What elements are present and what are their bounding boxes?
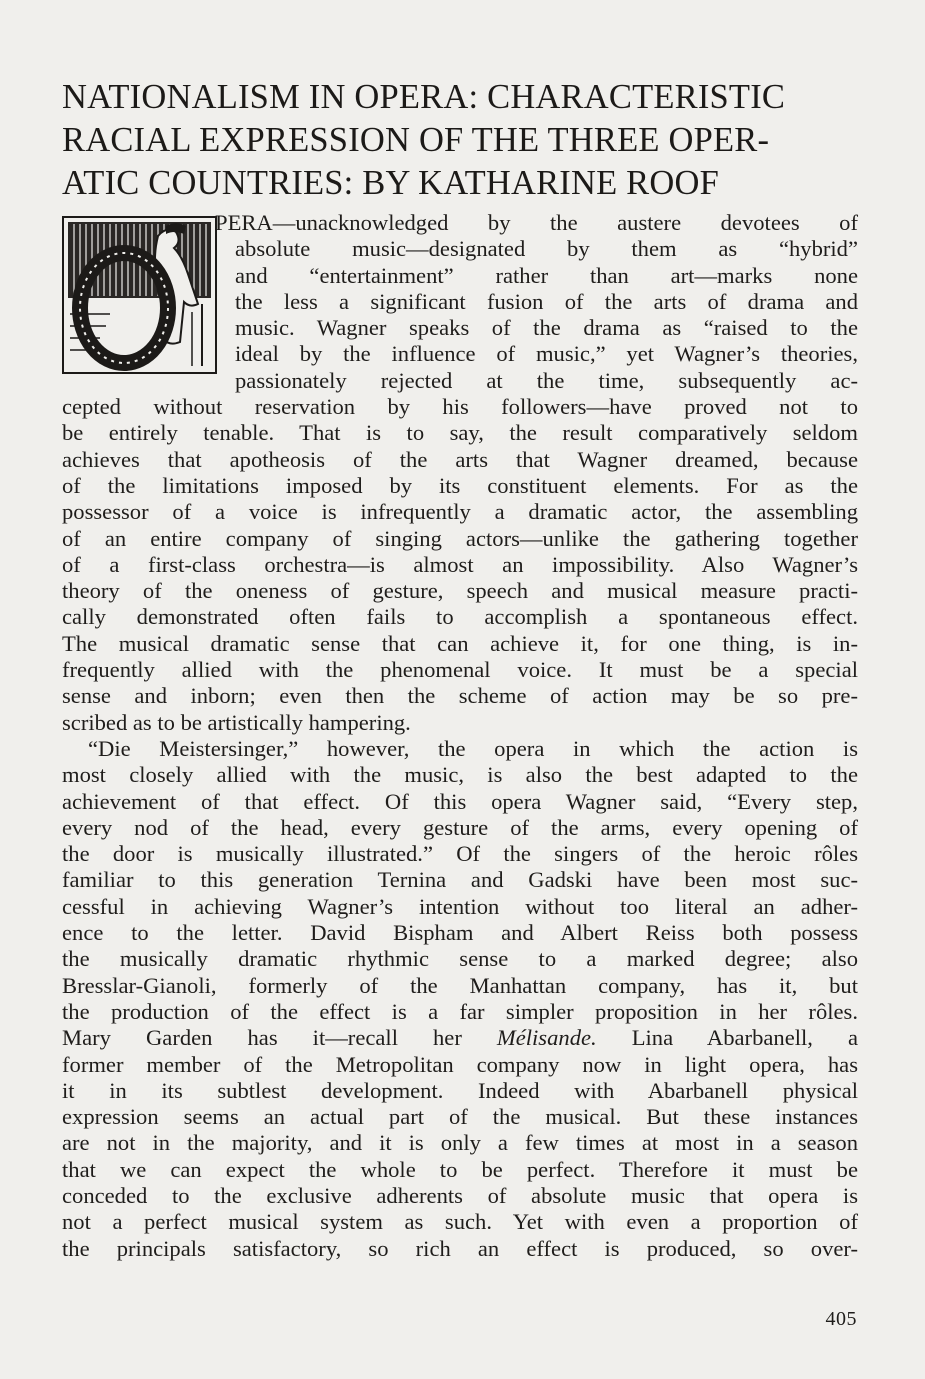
text-line: Bresslar-Gianoli, formerly of the Manhattan company, has it, but xyxy=(62,972,858,998)
page-number: 405 xyxy=(825,1308,857,1330)
text-line: theory of the oneness of gesture, speech and musical measure practi- xyxy=(62,578,858,604)
text-line: PERA—unacknowledged by the austere devotees of xyxy=(215,210,858,235)
text-line: it in its subtlest development. Indeed with Abarbanell physical xyxy=(62,1077,858,1103)
text-line: the less a significant fusion of the arts of drama and xyxy=(235,288,858,314)
text-line: every nod of the head, every gesture of the arms, every opening of xyxy=(62,814,858,840)
text-line: absolute music—designated by them as “hybrid” xyxy=(235,236,858,262)
text-line: the principals satisfactory, so rich an effect is produced, so over- xyxy=(62,1235,858,1261)
text-line: not a perfect musical system as such. Yet with even a proportion of xyxy=(62,1209,858,1235)
article-body xyxy=(62,210,858,1262)
text-line: that we can expect the whole to be perfect. Therefore it must be xyxy=(62,1156,858,1182)
text-fragment: Mary Garden has it—recall her xyxy=(62,1025,497,1051)
text-line: conceded to the exclusive adherents of absolute music that opera is xyxy=(62,1182,858,1208)
text-line: the production of the effect is a far simpler proposition in her rôles. xyxy=(62,998,858,1024)
text-line: cally demonstrated often fails to accomplish a spontaneous effect. xyxy=(62,604,858,630)
text-line: achievement of that effect. Of this opera Wagner said, “Every step, xyxy=(62,788,858,814)
title-line: NATIONALISM IN OPERA: CHARACTERISTIC xyxy=(62,78,786,116)
text-line: and “entertainment” rather than art—marks none xyxy=(235,262,858,288)
text-line: be entirely tenable. That is to say, the result comparatively seldom xyxy=(62,420,858,446)
text-line: “Die Meistersinger,” however, the opera in which the action is xyxy=(88,735,858,761)
text-line: expression seems an actual part of the musical. But these instances xyxy=(62,1104,858,1130)
title-line: RACIAL EXPRESSION OF THE THREE OPER- xyxy=(62,121,770,159)
text-line: of a first-class orchestra—is almost an impossibility. Also Wagner’s xyxy=(62,551,858,577)
text-fragment: Lina Abarbanell, a xyxy=(596,1025,858,1051)
text-line: achieves that apotheosis of the arts that Wagner dreamed, because xyxy=(62,446,858,472)
text-line: music. Wagner speaks of the drama as “raised to the xyxy=(235,315,858,341)
text-line: The musical dramatic sense that can achieve it, for one thing, is in- xyxy=(62,630,858,656)
text-line: possessor of a voice is infrequently a dramatic actor, the assembling xyxy=(62,499,858,525)
text-line: ideal by the influence of music,” yet Wagner’s theories, xyxy=(235,341,858,367)
title-line: ATIC COUNTRIES: BY KATHARINE ROOF xyxy=(62,164,720,202)
article-title xyxy=(62,76,862,205)
text-line: ence to the letter. David Bispham and Albert Reiss both possess xyxy=(62,920,858,946)
text-line: are not in the majority, and it is only a few times at most in a season xyxy=(62,1130,858,1156)
text-line: the door is musically illustrated.” Of the singers of the heroic rôles xyxy=(62,841,858,867)
text-line: frequently allied with the phenomenal voice. It must be a special xyxy=(62,657,858,683)
text-line: familiar to this generation Ternina and Gadski have been most suc- xyxy=(62,867,858,893)
text-line: of an entire company of singing actors—unlike the gathering together xyxy=(62,525,858,551)
text-line: of the limitations imposed by its constituent elements. For as the xyxy=(62,472,858,498)
text-line: cessful in achieving Wagner’s intention without too literal an adher- xyxy=(62,893,858,919)
text-line: the musically dramatic rhythmic sense to a marked degree; also xyxy=(62,946,858,972)
text-line: scribed as to be artistically hampering. xyxy=(62,709,411,735)
text-line: cepted without reservation by his followers—have proved not to xyxy=(62,394,858,420)
text-line: former member of the Metropolitan company now in light opera, has xyxy=(62,1051,858,1077)
text-line: passionately rejected at the time, subsequently ac- xyxy=(235,367,858,393)
text-line: sense and inborn; even then the scheme of action may be so pre- xyxy=(62,683,858,709)
italic-title: Mélisande. xyxy=(496,1025,597,1051)
text-line xyxy=(62,1025,858,1051)
text-line: most closely allied with the music, is also the best adapted to the xyxy=(62,762,858,788)
